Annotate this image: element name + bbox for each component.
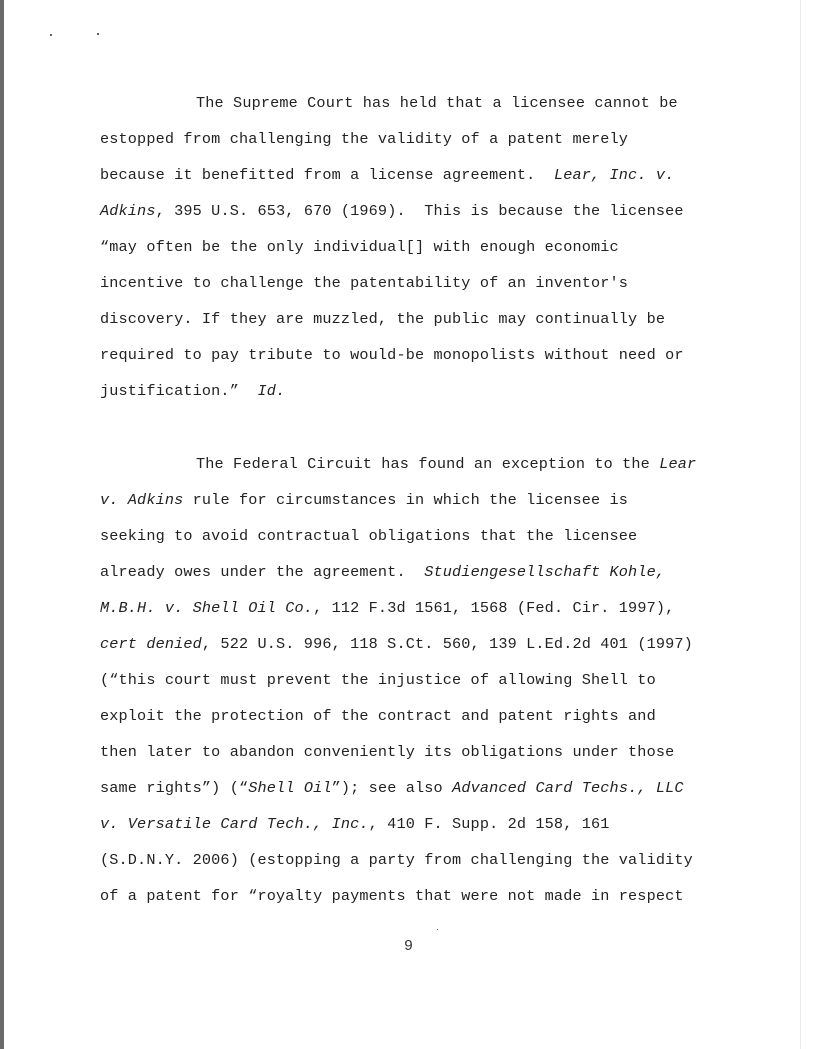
text-run: of a patent for “royalty payments that were not made in respect	[100, 887, 684, 905]
text-run: seeking to avoid contractual obligations that the licensee	[100, 527, 638, 545]
text-line	[100, 598, 674, 618]
text-run: exploit the protection of the contract and patent rights and	[100, 707, 656, 725]
citation-italic: cert denied	[100, 635, 202, 653]
text-line	[100, 93, 678, 113]
text-run: already owes under the agreement.	[100, 563, 425, 581]
citation-italic: Shell Oil	[248, 779, 332, 797]
citation-italic: Id.	[257, 382, 286, 400]
text-line	[100, 850, 693, 870]
page-number: 9	[404, 938, 414, 955]
scan-edge-right	[800, 0, 801, 1049]
text-line	[100, 634, 693, 654]
citation-italic: Studiengesellschaft Kohle,	[424, 563, 666, 581]
text-run: (S.D.N.Y. 2006) (estopping a party from challenging the validity	[100, 851, 693, 869]
text-run: (“this court must prevent the injustice of allowing Shell to	[100, 671, 656, 689]
text-run: rule for circumstances in which the licensee is	[183, 491, 629, 509]
text-run: estopped from challenging the validity of a patent merely	[100, 130, 629, 148]
citation-italic: Adkins	[100, 202, 156, 220]
scan-speck	[50, 34, 52, 36]
text-line	[100, 562, 665, 582]
text-run: because it benefitted from a license agreement.	[100, 166, 554, 184]
text-run: then later to abandon conveniently its obligations under those	[100, 743, 675, 761]
text-run: justification.”	[100, 382, 258, 400]
text-line	[100, 309, 665, 329]
text-line	[100, 490, 628, 510]
text-line	[100, 129, 628, 149]
text-line	[100, 273, 628, 293]
text-run: The Federal Circuit has found an exception to the	[196, 455, 660, 473]
text-line	[100, 165, 674, 185]
text-line	[100, 237, 619, 257]
text-line	[100, 454, 696, 474]
citation-italic: Lear	[659, 455, 697, 473]
scan-edge-left	[0, 0, 4, 1049]
scan-speck	[437, 929, 438, 930]
citation-italic: M.B.H. v. Shell Oil Co.	[100, 599, 314, 617]
text-line	[100, 381, 285, 401]
text-line	[100, 778, 684, 798]
text-line	[100, 670, 656, 690]
text-line	[100, 886, 684, 906]
text-run: incentive to challenge the patentability of an inventor's	[100, 274, 629, 292]
text-run: same rights”) (“	[100, 779, 249, 797]
text-run: , 112 F.3d 1561, 1568 (Fed. Cir. 1997),	[313, 599, 675, 617]
text-run: discovery. If they are muzzled, the public may continually be	[100, 310, 666, 328]
text-line	[100, 706, 656, 726]
text-line	[100, 526, 637, 546]
text-line	[100, 345, 684, 365]
text-line	[100, 814, 610, 834]
citation-italic: Lear, Inc. v.	[553, 166, 675, 184]
text-run: ”); see also	[331, 779, 453, 797]
text-run: , 522 U.S. 996, 118 S.Ct. 560, 139 L.Ed.2d 401 (1997)	[201, 635, 693, 653]
scan-speck	[97, 33, 99, 35]
text-run: The Supreme Court has held that a licensee cannot be	[196, 94, 678, 112]
text-run: , 395 U.S. 653, 670 (1969). This is because the licensee	[155, 202, 684, 220]
text-run: required to pay tribute to would-be monopolists without need or	[100, 346, 684, 364]
text-run: , 410 F. Supp. 2d 158, 161	[368, 815, 610, 833]
text-line	[100, 742, 674, 762]
text-run: “may often be the only individual[] with enough economic	[100, 238, 619, 256]
citation-italic: v. Adkins	[100, 491, 184, 509]
citation-italic: v. Versatile Card Tech., Inc.	[100, 815, 369, 833]
text-line	[100, 201, 684, 221]
citation-italic: Advanced Card Techs., LLC	[452, 779, 684, 797]
